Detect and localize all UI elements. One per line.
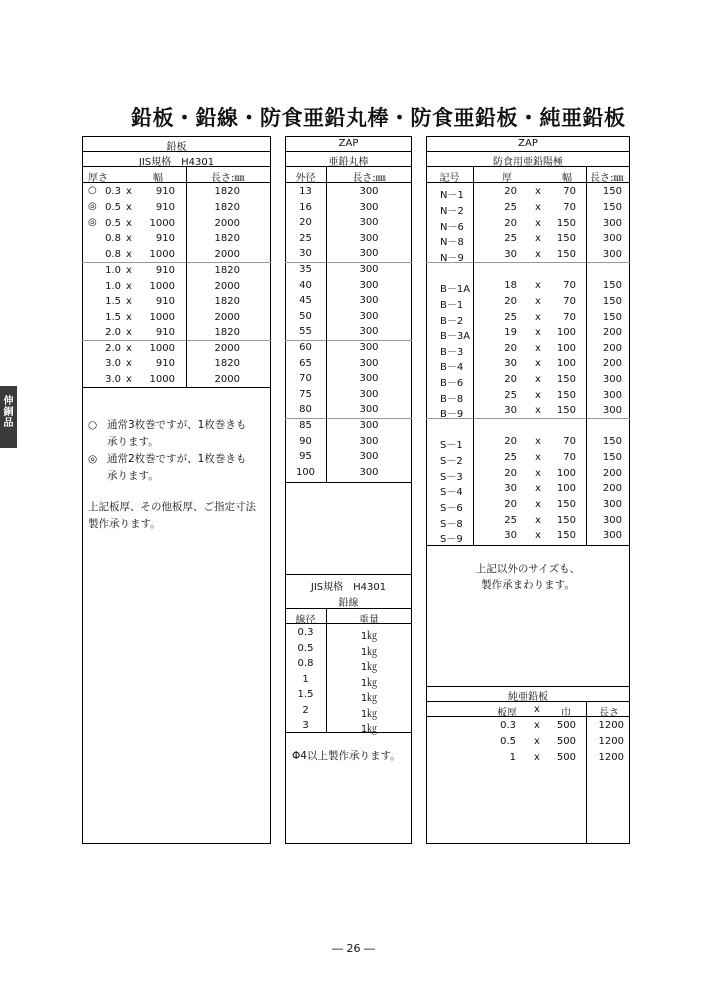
- cell-code: B－8: [440, 394, 464, 405]
- cell-x: x: [534, 736, 540, 747]
- cell-code: B－3: [440, 347, 464, 358]
- cell-length: 300: [359, 248, 379, 260]
- cell-x: x: [535, 327, 541, 338]
- cell-length: 150: [602, 452, 622, 463]
- cell-thickness: 1.5: [105, 312, 121, 323]
- cell-width: 910: [155, 233, 175, 244]
- cell-width: 150: [556, 374, 576, 385]
- page-number: ― 26 ―: [332, 942, 375, 955]
- cell-x: x: [534, 752, 540, 763]
- cell-length: 300: [602, 218, 622, 229]
- cell-x: x: [535, 452, 541, 463]
- cell-length: 1820: [214, 233, 240, 244]
- col-length-header: 長さ:㎜: [352, 173, 386, 184]
- cell-width: 70: [563, 296, 576, 307]
- page-title: 鉛板・鉛線・防食亜鉛丸棒・防食亜鉛板・純亜鉛板: [131, 106, 626, 130]
- col-x-header: x: [534, 704, 540, 715]
- lead-note-mark: ○: [88, 419, 98, 431]
- cell-width: 70: [563, 186, 576, 197]
- cell-width: 910: [155, 358, 175, 369]
- cell-x: x: [126, 281, 132, 292]
- cell-width: 1000: [149, 281, 175, 292]
- row-mark: ○: [88, 185, 97, 196]
- cell-wire-diameter: 0.5: [297, 642, 314, 654]
- cell-x: x: [535, 530, 541, 541]
- cell-length: 150: [602, 202, 622, 213]
- cell-width: 150: [556, 499, 576, 510]
- cell-weight: 1㎏: [360, 708, 378, 720]
- cell-thickness: 30: [504, 405, 517, 416]
- cell-diameter: 13: [299, 186, 312, 197]
- cell-length: 200: [602, 468, 622, 479]
- cell-code: S－2: [440, 456, 463, 467]
- cell-wire-diameter: 0.3: [297, 627, 314, 638]
- cell-width: 910: [155, 186, 175, 197]
- cell-thickness: 20: [504, 218, 517, 229]
- cell-code: B－9: [440, 409, 464, 420]
- cell-diameter: 80: [299, 404, 312, 416]
- cell-weight: 1㎏: [360, 662, 378, 673]
- col-thickness-header: 厚: [502, 173, 512, 184]
- cell-x: x: [535, 249, 541, 260]
- cell-diameter: 50: [299, 310, 312, 322]
- cell-x: x: [535, 405, 541, 416]
- cell-width: 70: [563, 452, 576, 463]
- cell-length: 150: [602, 312, 622, 323]
- cell-diameter: 55: [299, 326, 312, 338]
- cell-length: 300: [359, 264, 379, 275]
- cell-length: 300: [359, 217, 379, 229]
- section-tab-char: 伸: [3, 396, 14, 407]
- cell-thickness: 0.5: [105, 218, 121, 229]
- cell-width: 100: [556, 483, 576, 494]
- cell-x: x: [126, 374, 132, 385]
- lead-wire-note: Φ4以上製作承ります。: [292, 750, 401, 762]
- cell-x: x: [535, 499, 541, 510]
- cell-x: x: [126, 265, 132, 276]
- cell-length: 300: [602, 405, 622, 416]
- cell-length: 1200: [598, 736, 624, 747]
- cell-thickness: 25: [504, 452, 517, 463]
- lead-note-text: 通常2枚巻ですが、1枚巻きも: [107, 453, 247, 465]
- cell-thickness: 2.0: [105, 327, 121, 338]
- row-mark: ◎: [88, 201, 97, 212]
- cell-width: 150: [556, 515, 576, 526]
- col-weight-header: 重量: [359, 615, 379, 626]
- lead-note-text: 製作承ります。: [88, 518, 161, 530]
- zinc-rod-header: ZAP: [338, 138, 359, 149]
- zinc-rod-subheader: 亜鉛丸棒: [328, 157, 369, 168]
- cell-x: x: [535, 483, 541, 494]
- col-code-header: 記号: [439, 173, 460, 184]
- cell-thickness: 3.0: [105, 374, 121, 385]
- cell-length: 2000: [214, 312, 240, 323]
- lead-sheet-header: 鉛板: [166, 142, 187, 153]
- cell-x: x: [534, 720, 540, 731]
- cell-wire-diameter: 1: [302, 673, 309, 685]
- cell-weight: 1㎏: [360, 693, 378, 704]
- cell-diameter: 45: [299, 295, 312, 307]
- cell-thickness: 25: [504, 390, 517, 401]
- cell-thickness: 25: [504, 233, 517, 244]
- cell-code: B－1A: [440, 284, 471, 295]
- cell-diameter: 65: [299, 357, 312, 369]
- cell-code: N－9: [440, 253, 464, 264]
- cell-length: 300: [359, 388, 379, 400]
- lead-note-mark: ◎: [88, 453, 98, 465]
- cell-code: B－4: [440, 362, 464, 373]
- cell-length: 200: [602, 343, 622, 354]
- col-wire-diameter-header: 線径: [295, 615, 316, 626]
- zinc-anode-header: ZAP: [518, 138, 538, 149]
- cell-x: x: [535, 312, 541, 323]
- cell-x: x: [126, 202, 132, 213]
- cell-weight: 1㎏: [360, 646, 378, 658]
- cell-length: 200: [602, 358, 622, 369]
- cell-length: 300: [359, 466, 379, 478]
- cell-thickness: 20: [504, 343, 517, 354]
- cell-diameter: 90: [299, 435, 312, 447]
- cell-code: B－6: [440, 378, 464, 389]
- cell-width: 500: [556, 720, 576, 731]
- cell-code: B－2: [440, 316, 464, 327]
- cell-weight: 1㎏: [360, 677, 378, 689]
- cell-diameter: 35: [299, 264, 312, 275]
- section-tab-char: 銅: [3, 407, 14, 418]
- cell-x: x: [535, 296, 541, 307]
- cell-code: S－6: [440, 503, 463, 514]
- cell-wire-diameter: 3: [302, 720, 309, 731]
- cell-x: x: [535, 343, 541, 354]
- cell-thickness: 20: [504, 468, 517, 479]
- cell-length: 300: [359, 357, 379, 369]
- cell-length: 300: [359, 186, 379, 197]
- cell-x: x: [535, 280, 541, 291]
- cell-length: 300: [359, 310, 379, 322]
- cell-length: 300: [359, 342, 379, 353]
- cell-thickness: 1.0: [105, 265, 121, 276]
- cell-length: 1820: [214, 296, 240, 307]
- cell-width: 100: [556, 468, 576, 479]
- cell-length: 300: [359, 451, 379, 463]
- cell-width: 100: [556, 327, 576, 338]
- cell-width: 70: [563, 280, 576, 291]
- cell-code: S－4: [440, 487, 463, 498]
- cell-thickness: 25: [504, 515, 517, 526]
- cell-width: 150: [556, 233, 576, 244]
- cell-width: 150: [556, 218, 576, 229]
- cell-length: 2000: [214, 374, 240, 385]
- cell-width: 100: [556, 343, 576, 354]
- cell-length: 2000: [214, 249, 240, 260]
- col-length-header: 長さ:㎜: [211, 173, 245, 184]
- cell-thickness: 25: [504, 312, 517, 323]
- cell-x: x: [535, 202, 541, 213]
- lead-note-text: 承ります。: [107, 436, 159, 448]
- cell-length: 300: [359, 373, 379, 385]
- section-tab: [0, 386, 17, 448]
- cell-x: x: [126, 249, 132, 260]
- cell-diameter: 70: [299, 373, 312, 385]
- cell-x: x: [126, 296, 132, 307]
- cell-thickness: 20: [504, 436, 517, 447]
- cell-width: 910: [155, 327, 175, 338]
- cell-code: N－1: [440, 190, 464, 201]
- col-plate-thickness-header: 板厚: [497, 708, 517, 719]
- cell-length: 2000: [214, 343, 240, 354]
- cell-length: 300: [359, 435, 379, 447]
- cell-width: 150: [556, 405, 576, 416]
- cell-plate-thickness: 0.3: [500, 720, 516, 731]
- cell-thickness: 18: [504, 280, 517, 291]
- col-width-header: 幅: [562, 173, 572, 184]
- cell-length: 300: [359, 326, 379, 338]
- cell-width: 500: [556, 752, 576, 763]
- cell-length: 300: [359, 420, 379, 431]
- cell-length: 150: [602, 436, 622, 447]
- cell-length: 1820: [214, 186, 240, 197]
- cell-thickness: 1.0: [105, 281, 121, 292]
- cell-code: N－2: [440, 206, 464, 217]
- cell-thickness: 0.8: [105, 249, 121, 260]
- cell-diameter: 20: [299, 217, 312, 229]
- cell-code: N－8: [440, 237, 464, 248]
- cell-code: S－1: [440, 440, 463, 451]
- cell-diameter: 30: [299, 248, 312, 260]
- cell-x: x: [126, 358, 132, 369]
- lead-wire-standard: JIS規格 H4301: [310, 582, 387, 593]
- cell-x: x: [535, 436, 541, 447]
- lead-note-text: 上記板厚、その他板厚、ご指定寸法: [88, 501, 256, 513]
- cell-code: B－1: [440, 300, 464, 311]
- cell-weight: 1㎏: [360, 631, 378, 642]
- col-width-header: 幅: [153, 173, 163, 184]
- cell-wire-diameter: 0.8: [297, 658, 314, 669]
- cell-thickness: 30: [504, 483, 517, 494]
- cell-thickness: 2.0: [105, 343, 121, 354]
- lead-sheet-subheader: JIS規格 H4301: [138, 157, 215, 168]
- cell-x: x: [535, 233, 541, 244]
- cell-width: 910: [155, 202, 175, 213]
- cell-x: x: [535, 186, 541, 197]
- cell-diameter: 25: [299, 232, 312, 244]
- cell-diameter: 16: [299, 201, 312, 213]
- pure-zinc-header: 純亜鉛板: [508, 692, 548, 703]
- cell-width: 500: [556, 736, 576, 747]
- cell-plate-thickness: 0.5: [500, 736, 516, 747]
- cell-code: B－3A: [440, 331, 471, 342]
- lead-note-text: 承ります。: [107, 470, 159, 482]
- cell-thickness: 30: [504, 249, 517, 260]
- zinc-anode-note: 上記以外のサイズも、: [475, 563, 581, 575]
- cell-x: x: [126, 343, 132, 354]
- cell-thickness: 20: [504, 499, 517, 510]
- cell-thickness: 20: [504, 296, 517, 307]
- cell-length: 300: [602, 233, 622, 244]
- cell-x: x: [126, 218, 132, 229]
- row-mark: ◎: [88, 217, 97, 228]
- cell-length: 1820: [214, 327, 240, 338]
- cell-length: 300: [602, 374, 622, 385]
- cell-length: 150: [602, 280, 622, 291]
- cell-length: 1200: [598, 752, 624, 763]
- cell-x: x: [126, 233, 132, 244]
- cell-x: x: [535, 390, 541, 401]
- section-tab-char: 品: [3, 418, 14, 429]
- cell-length: 1820: [214, 358, 240, 369]
- cell-code: S－9: [440, 534, 463, 545]
- cell-plate-thickness: 1: [509, 752, 516, 763]
- cell-thickness: 0.3: [105, 186, 121, 197]
- cell-code: S－8: [440, 519, 463, 530]
- cell-x: x: [535, 515, 541, 526]
- cell-weight: 1㎏: [360, 724, 378, 735]
- cell-width: 1000: [149, 343, 175, 354]
- cell-length: 300: [359, 295, 379, 307]
- cell-x: x: [535, 218, 541, 229]
- cell-length: 150: [602, 186, 622, 197]
- cell-thickness: 25: [504, 202, 517, 213]
- cell-length: 300: [359, 279, 379, 291]
- col-length-header: 長さ: [599, 708, 619, 719]
- cell-thickness: 3.0: [105, 358, 121, 369]
- zinc-anode-subheader: 防食用亜鉛陽極: [493, 157, 563, 168]
- cell-width: 70: [563, 202, 576, 213]
- cell-width: 910: [155, 265, 175, 276]
- cell-wire-diameter: 1.5: [297, 689, 314, 700]
- cell-length: 200: [602, 327, 622, 338]
- cell-width: 910: [155, 296, 175, 307]
- cell-diameter: 60: [299, 342, 312, 353]
- cell-diameter: 40: [299, 279, 312, 291]
- cell-width: 1000: [149, 249, 175, 260]
- cell-length: 2000: [214, 218, 240, 229]
- cell-diameter: 75: [299, 388, 312, 400]
- cell-width: 150: [556, 390, 576, 401]
- cell-x: x: [535, 358, 541, 369]
- cell-diameter: 100: [295, 466, 316, 478]
- cell-x: x: [126, 186, 132, 197]
- lead-note-text: 通常3枚巻ですが、1枚巻きも: [107, 419, 247, 431]
- cell-diameter: 95: [299, 451, 312, 463]
- cell-width: 70: [563, 436, 576, 447]
- cell-length: 300: [602, 249, 622, 260]
- cell-length: 300: [602, 515, 622, 526]
- cell-length: 150: [602, 296, 622, 307]
- cell-code: S－3: [440, 472, 463, 483]
- cell-length: 300: [602, 390, 622, 401]
- cell-diameter: 85: [299, 420, 312, 431]
- cell-x: x: [535, 468, 541, 479]
- col-diameter-header: 外径: [295, 173, 316, 184]
- col-length-header: 長さ:㎜: [590, 173, 624, 184]
- cell-width: 70: [563, 312, 576, 323]
- cell-length: 2000: [214, 281, 240, 292]
- cell-length: 1820: [214, 202, 240, 213]
- cell-length: 300: [602, 499, 622, 510]
- cell-width: 150: [556, 530, 576, 541]
- cell-thickness: 1.5: [105, 296, 121, 307]
- cell-x: x: [535, 374, 541, 385]
- cell-x: x: [126, 312, 132, 323]
- col-thickness-header: 厚さ: [88, 173, 108, 184]
- cell-code: N－6: [440, 222, 464, 233]
- cell-width: 1000: [149, 312, 175, 323]
- cell-thickness: 30: [504, 530, 517, 541]
- col-width-header: 巾: [561, 708, 571, 719]
- cell-width: 1000: [149, 374, 175, 385]
- cell-thickness: 19: [504, 327, 517, 338]
- lead-wire-header: 鉛線: [338, 598, 359, 609]
- cell-thickness: 20: [504, 374, 517, 385]
- cell-width: 150: [556, 249, 576, 260]
- cell-length: 300: [602, 530, 622, 541]
- cell-length: 300: [359, 201, 379, 213]
- cell-x: x: [126, 327, 132, 338]
- cell-length: 1820: [214, 265, 240, 276]
- cell-wire-diameter: 2: [302, 704, 309, 716]
- cell-length: 200: [602, 483, 622, 494]
- cell-width: 100: [556, 358, 576, 369]
- cell-thickness: 30: [504, 358, 517, 369]
- cell-thickness: 0.8: [105, 233, 121, 244]
- cell-length: 300: [359, 404, 379, 416]
- cell-thickness: 0.5: [105, 202, 121, 213]
- cell-length: 1200: [598, 720, 624, 731]
- cell-length: 300: [359, 232, 379, 244]
- zinc-anode-note: 製作承まわります。: [481, 579, 575, 591]
- cell-width: 1000: [149, 218, 175, 229]
- cell-thickness: 20: [504, 186, 517, 197]
